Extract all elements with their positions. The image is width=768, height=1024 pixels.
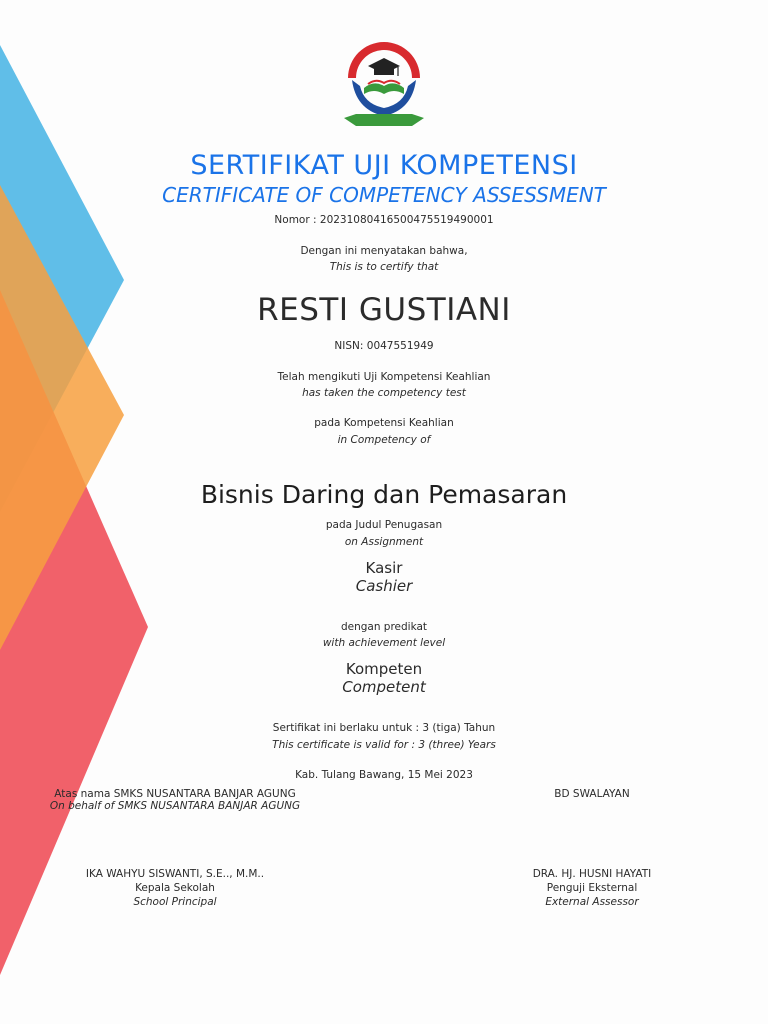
school-logo [334,36,434,132]
right-signer-role-en: External Assessor [545,896,639,908]
behalf-en: On behalf of SMKS NUSANTARA BANJAR AGUNG [49,800,301,812]
assignment-id: Kasir [365,559,403,577]
assignment-label-id: pada Judul Penugasan [325,519,443,531]
level-label-en: with achievement level [322,637,446,649]
competency-name: Bisnis Daring dan Pemasaran [200,480,568,509]
behalf-id: Atas nama SMKS NUSANTARA BANJAR AGUNG [54,788,296,800]
left-signer-header [30,788,320,812]
assignment-en: Cashier [355,577,413,595]
intro-en: This is to certify that [329,261,439,273]
place-date: Kab. Tulang Bawang, 15 Mei 2023 [295,769,473,781]
level-label-id: dengan predikat [340,621,428,633]
certificate-subtitle: CERTIFICATE OF COMPETENCY ASSESSMENT [162,183,606,207]
right-signer-block [482,867,702,909]
result-id: Kompeten [345,660,423,678]
taken-id: Telah mengikuti Uji Kompetensi Keahlian [277,371,491,383]
left-signer-name: IKA WAHYU SISWANTI, S.E.., M.M.. [85,868,265,880]
intro-id: Dengan ini menyatakan bahwa, [300,245,468,257]
left-signer-role-id: Kepala Sekolah [135,882,215,894]
validity-id: Sertifikat ini berlaku untuk : 3 (tiga) Tahun [272,722,496,734]
assignment-label-en: on Assignment [344,536,424,548]
right-signer-org: BD SWALAYAN [554,788,630,800]
right-signer-name: DRA. HJ. HUSNI HAYATI [532,868,652,880]
certificate-number: Nomor : 20231080416500475519490001 [274,214,494,226]
left-signer-role-en: School Principal [133,896,217,908]
taken-en: has taken the competency test [302,387,466,399]
validity-en: This certificate is valid for : 3 (three) Years [272,739,496,751]
in-competency-en: in Competency of [337,434,431,446]
certificate-title: SERTIFIKAT UJI KOMPETENSI [190,150,578,181]
in-competency-id: pada Kompetensi Keahlian [314,417,454,429]
result-en: Competent [342,678,426,696]
left-signer-block [40,867,310,909]
right-signer-role-id: Penguji Eksternal [546,882,638,894]
nisn: NISN: 0047551949 [334,340,434,352]
recipient-name: RESTI GUSTIANI [257,292,511,328]
